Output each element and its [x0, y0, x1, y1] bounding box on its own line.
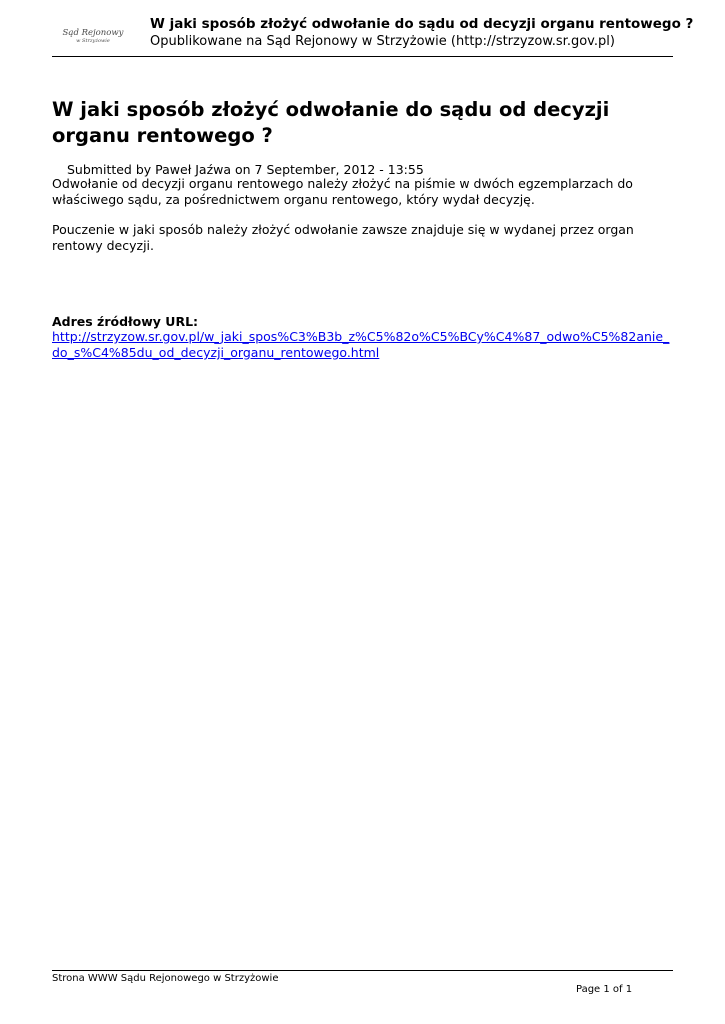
footer-page-number: Page 1 of 1 — [576, 984, 633, 995]
source-url-link[interactable]: http://strzyzow.sr.gov.pl/w_jaki_spos%C3%B3b_z%C5%82o%C5%BCy%C4%87_odwo%C5%82anie_do_s%C4%85du_od_decyzji_organu_rentowego.html — [52, 329, 670, 360]
article-body — [52, 176, 682, 268]
footer-site-name: Strona WWW Sądu Rejonowego w Strzyżowie — [52, 973, 279, 984]
court-logo — [62, 28, 124, 45]
page-header — [52, 14, 694, 57]
logo-text-line1: Sąd Rejonowy — [62, 28, 124, 38]
article-paragraph: Odwołanie od decyzji organu rentowego należy złożyć na piśmie w dwóch egzemplarzach do właściwego sądu, za pośrednictwem organu rentowego, który wydał decyzję. — [52, 176, 633, 207]
page-footer — [52, 970, 673, 995]
header-title: W jaki sposób złożyć odwołanie do sądu od decyzji organu rentowego ? — [150, 16, 694, 32]
logo-text-line2: w Strzyżowie — [76, 38, 110, 44]
source-url-label: Adres źródłowy URL: — [52, 314, 199, 329]
submitted-by-line: Submitted by Paweł Jaźwa on 7 September, 2012 - 13:55 — [67, 162, 424, 177]
article-title: W jaki sposób złożyć odwołanie do sądu od decyzji organu rentowego ? — [52, 98, 610, 147]
article-paragraph: Pouczenie w jaki sposób należy złożyć odwołanie zawsze znajduje się w wydanej przez organ rentowy decyzji. — [52, 222, 634, 253]
header-published-on: Opublikowane na Sąd Rejonowy w Strzyżowie (http://strzyzow.sr.gov.pl) — [150, 34, 615, 49]
